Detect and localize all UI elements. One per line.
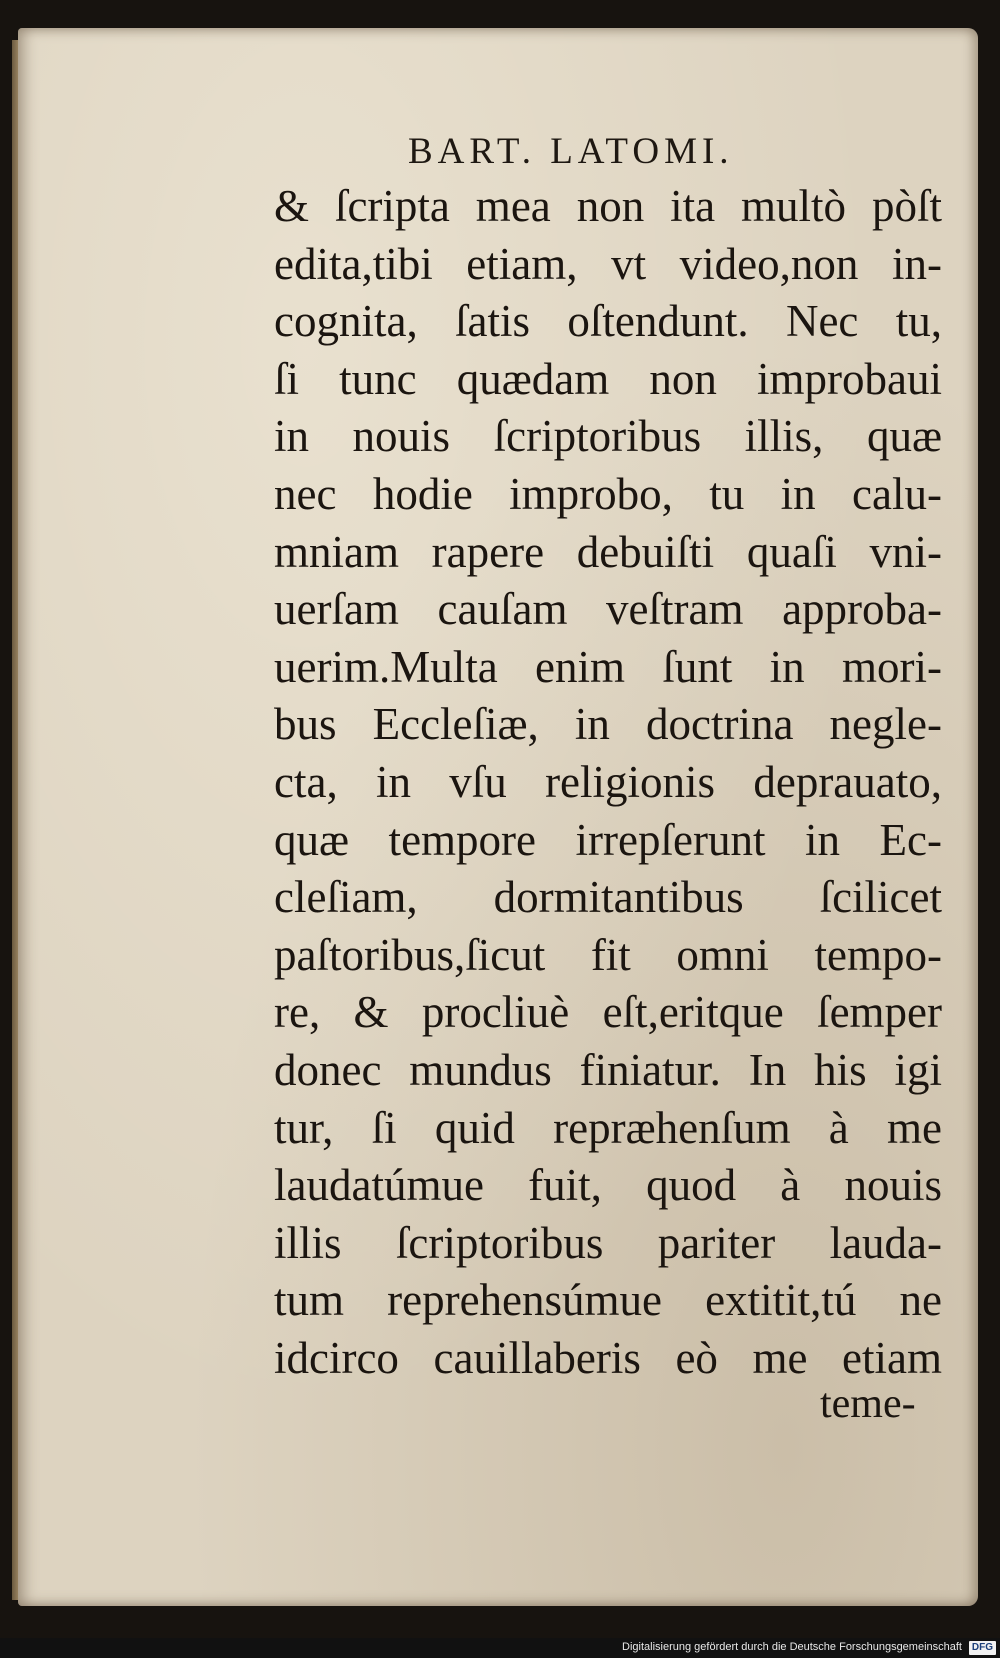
text-line: ſi tunc quædam non improbaui: [274, 353, 942, 404]
text-line: bus Eccleſiæ, in doctrina negle-: [274, 699, 942, 750]
running-head: BART. LATOMI.: [408, 131, 734, 172]
body-text: [274, 178, 942, 1387]
text-line: tum reprehensúmue extitit,tú ne: [274, 1275, 942, 1326]
text-line: quæ tempore irrepſerunt in Ec-: [274, 814, 942, 865]
text-line: uerſam cauſam veſtram approba-: [274, 584, 942, 635]
text-line: nec hodie improbo, tu in calu-: [274, 468, 942, 519]
text-line: uerim.Multa enim ſunt in mori-: [274, 641, 942, 692]
footer-credit: Digitalisierung gefördert durch die Deutsche Forschungsgemeinschaft: [622, 1641, 962, 1653]
text-line: mniam rapere debuiſti quaſi vni-: [274, 526, 942, 577]
text-line: idcirco cauillaberis eò me etiam: [274, 1332, 942, 1383]
text-line: & ſcripta mea non ita multò pòſt: [274, 181, 942, 231]
text-line: cta, in vſu religionis deprauato,: [274, 756, 942, 807]
text-line: in nouis ſcriptoribus illis, quæ: [274, 411, 942, 462]
text-line: donec mundus finiatur. In his igi: [274, 1044, 942, 1095]
text-line: paſtoribus,ſicut fit omni tempo-: [274, 929, 942, 980]
text-line: tur, ſi quid repræhenſum à me: [274, 1102, 942, 1153]
catchword: teme-: [820, 1381, 916, 1427]
text-line: laudatúmue fuit, quod à nouis: [274, 1160, 942, 1211]
text-line: illis ſcriptoribus pariter lauda-: [274, 1217, 942, 1268]
text-line: re, & procliuè eſt,eritque ſemper: [274, 987, 942, 1038]
text-line: cognita, ſatis oſtendunt. Nec tu,: [274, 296, 942, 347]
text-line: edita,tibi etiam, vt video,non in-: [274, 238, 942, 289]
text-line: cleſiam, dormitantibus ſcilicet: [274, 872, 942, 923]
dfg-logo-icon: DFG: [969, 1641, 996, 1655]
